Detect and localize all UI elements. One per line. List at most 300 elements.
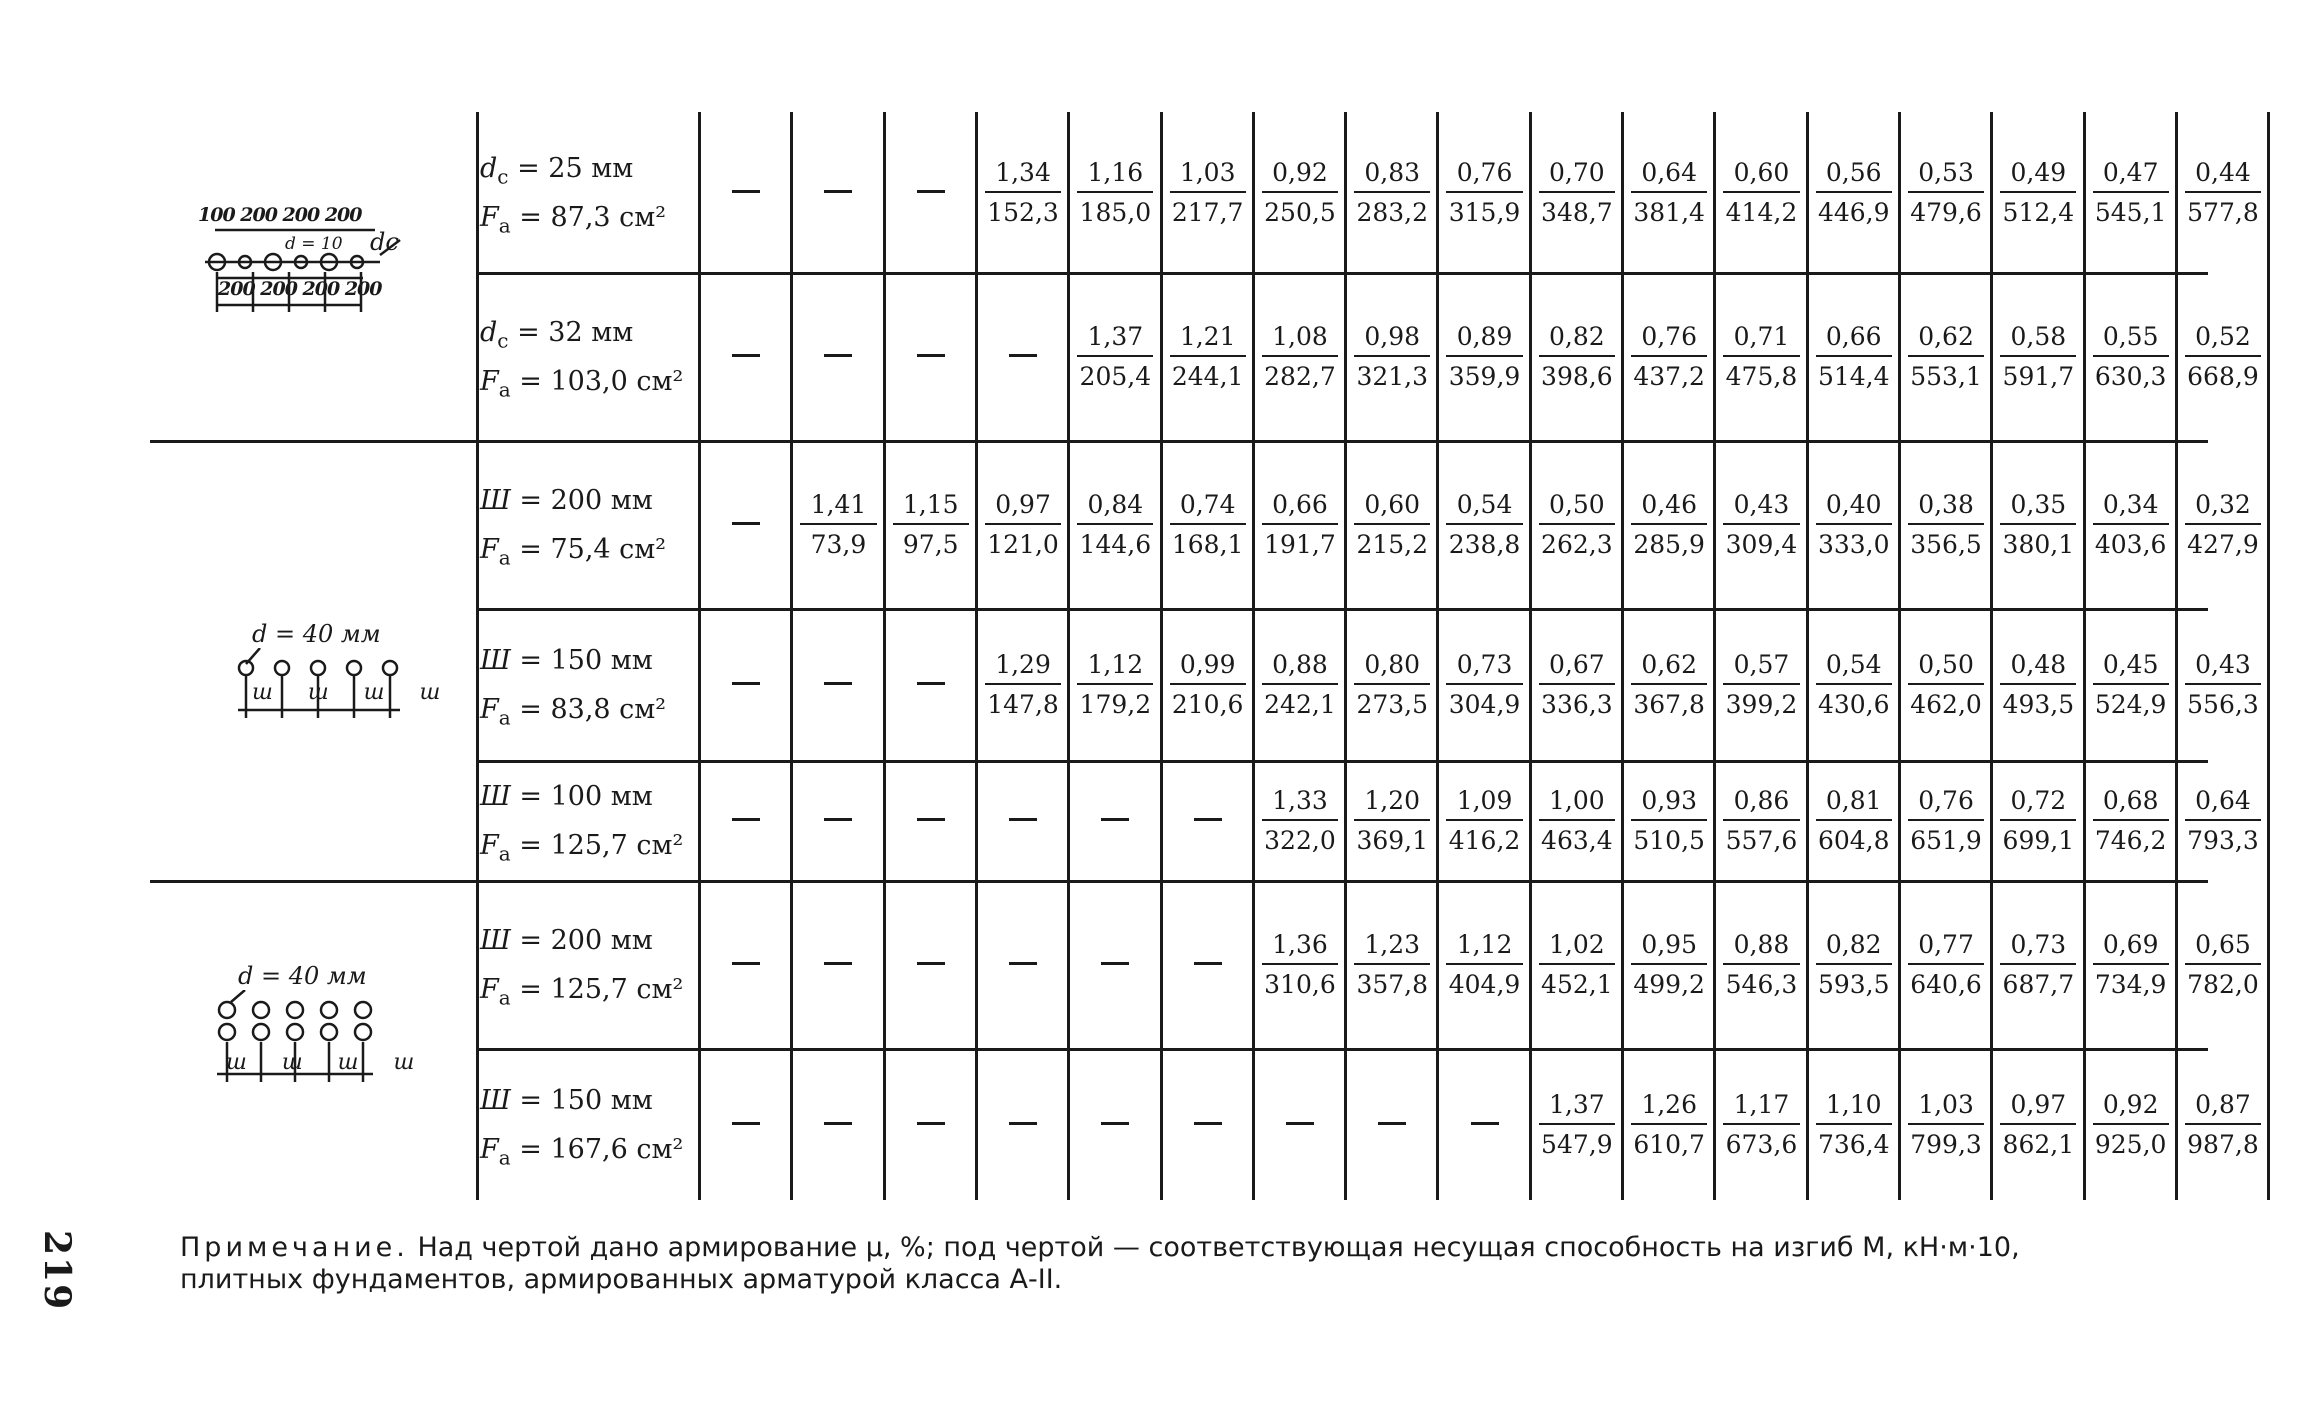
param-value: = 125,7 см²: [510, 974, 684, 1006]
reinforcement-value: 0,34: [2102, 490, 2159, 519]
param-value: = 103,0 см²: [510, 366, 684, 398]
reinforcement-value: 0,88: [1272, 650, 1328, 679]
row-parameters: [480, 148, 666, 247]
value-cell: [2177, 1088, 2269, 1162]
note-line-1: [180, 1232, 2020, 1264]
empty-cell-dash: [732, 962, 760, 965]
fraction-bar: [1723, 523, 1799, 525]
value-cell: [1438, 784, 1530, 858]
value-cell: [1069, 488, 1161, 562]
reinforcement-value: 1,03: [1179, 158, 1236, 187]
reinforcement-value: 0,32: [2195, 490, 2251, 519]
param-symbol: F: [480, 1134, 499, 1166]
capacity-value: 185,0: [1079, 198, 1152, 227]
value-cell: [1808, 1088, 1900, 1162]
reinforcement-value: 0,73: [2010, 930, 2067, 959]
value-cell: [2085, 320, 2177, 394]
capacity-value: 273,5: [1356, 690, 1429, 719]
value-cell: [1992, 784, 2084, 858]
fraction-bar: [1354, 191, 1430, 193]
value-cell: [1900, 648, 1992, 722]
capacity-value: 799,3: [1910, 1130, 1982, 1159]
param-spacing: [480, 640, 666, 689]
fraction-bar: [1723, 819, 1799, 821]
value-cell: [1808, 784, 1900, 858]
capacity-value: 416,2: [1448, 826, 1521, 855]
reinforcement-value: 0,88: [1733, 930, 1790, 959]
reinforcement-value: 0,71: [1733, 322, 1790, 351]
param-spacing: [480, 480, 666, 529]
value-cell: [1346, 784, 1438, 858]
capacity-value: 734,9: [2094, 970, 2167, 999]
value-cell: [1531, 784, 1623, 858]
value-cell: [1254, 488, 1346, 562]
reinforcement-value: 0,89: [1456, 322, 1513, 351]
empty-cell-dash: [1194, 1122, 1222, 1125]
reinforcement-value: 0,43: [2195, 650, 2251, 679]
value-cell: [1715, 320, 1807, 394]
fraction-bar: [985, 191, 1061, 193]
capacity-value: 437,2: [1633, 362, 1705, 391]
row-separator: [478, 608, 2208, 611]
value-cell: [1346, 648, 1438, 722]
param-area: [480, 197, 666, 246]
reinforcement-value: 0,49: [2010, 158, 2067, 187]
sketch2-spacing: ш ш ш ш: [252, 680, 455, 705]
note-text-1: Над чертой дано армирование μ, %; под чертой — соответствующая несущая способность на изгиб М, кН·м·10,: [408, 1232, 2020, 1263]
value-cell: [1992, 488, 2084, 562]
row-parameters: [480, 776, 683, 875]
fraction-bar: [2093, 1123, 2169, 1125]
reinforcement-value: 0,60: [1733, 158, 1790, 187]
fraction-bar: [1262, 355, 1338, 357]
capacity-value: 553,1: [1910, 362, 1982, 391]
row-separator: [478, 272, 2208, 275]
param-value: = 83,8 см²: [510, 694, 667, 726]
fraction-bar: [1170, 683, 1246, 685]
fraction-bar: [2093, 683, 2169, 685]
fraction-bar: [1077, 191, 1153, 193]
value-cell: [1715, 648, 1807, 722]
capacity-value: 217,7: [1171, 198, 1244, 227]
capacity-value: 215,2: [1356, 530, 1429, 559]
fraction-bar: [1908, 355, 1984, 357]
capacity-value: 244,1: [1171, 362, 1244, 391]
param-value: = 32 мм: [508, 317, 634, 348]
reinforcement-value: 0,52: [2195, 322, 2251, 351]
reinforcement-value: 1,03: [1918, 1090, 1974, 1119]
empty-cell-dash: [917, 818, 945, 821]
capacity-value: 179,2: [1079, 690, 1152, 719]
value-cell: [1992, 928, 2084, 1002]
param-spacing: [480, 1080, 683, 1129]
reinforcement-value: 0,97: [2010, 1090, 2067, 1119]
fraction-bar: [800, 523, 876, 525]
capacity-value: 610,7: [1633, 1130, 1705, 1159]
capacity-value: 262,3: [1541, 530, 1613, 559]
value-cell: [1531, 156, 1623, 230]
fraction-bar: [1446, 355, 1522, 357]
capacity-value: 398,6: [1541, 362, 1613, 391]
capacity-value: 380,1: [2002, 530, 2075, 559]
param-symbol: Ш: [480, 781, 511, 812]
capacity-value: 333,0: [1817, 530, 1890, 559]
fraction-bar: [1631, 683, 1707, 685]
capacity-value: 205,4: [1079, 362, 1152, 391]
value-cell: [1715, 156, 1807, 230]
capacity-value: 862,1: [2002, 1130, 2075, 1159]
reinforcement-value: 0,99: [1179, 650, 1236, 679]
fraction-bar: [1539, 683, 1615, 685]
fraction-bar: [1723, 191, 1799, 193]
page-number: 219: [36, 1230, 78, 1312]
capacity-value: 793,3: [2187, 826, 2259, 855]
reinforcement-value: 1,21: [1179, 322, 1236, 351]
fraction-bar: [985, 683, 1061, 685]
capacity-value: 147,8: [987, 690, 1059, 719]
value-cell: [1623, 648, 1715, 722]
empty-cell-dash: [732, 1122, 760, 1125]
fraction-bar: [2185, 355, 2261, 357]
sketch2-label: d = 40 мм: [252, 620, 381, 648]
empty-cell-dash: [824, 682, 852, 685]
reinforcement-value: 0,76: [1918, 786, 1974, 815]
param-value: = 75,4 см²: [510, 534, 667, 566]
param-area: [480, 825, 683, 874]
value-cell: [2085, 784, 2177, 858]
reinforcement-value: 0,64: [2195, 786, 2251, 815]
reinforcement-value: 0,66: [1272, 490, 1328, 519]
capacity-value: 512,4: [2002, 198, 2075, 227]
fraction-bar: [1539, 963, 1615, 965]
reinforcement-value: 1,16: [1087, 158, 1144, 187]
capacity-value: 493,5: [2002, 690, 2075, 719]
column-divider: [790, 112, 793, 1200]
reinforcement-value: 0,54: [1825, 650, 1882, 679]
reinforcement-value: 0,53: [1918, 158, 1974, 187]
param-symbol: Ш: [480, 925, 511, 956]
value-cell: [1808, 648, 1900, 722]
capacity-value: 651,9: [1910, 826, 1982, 855]
fraction-bar: [1539, 523, 1615, 525]
reinforcement-value: 1,37: [1087, 322, 1144, 351]
capacity-value: 479,6: [1910, 198, 1982, 227]
value-cell: [2177, 156, 2269, 230]
param-subscript: a: [498, 545, 511, 570]
reinforcement-value: 0,93: [1641, 786, 1697, 815]
fraction-bar: [1908, 191, 1984, 193]
capacity-value: 593,5: [1817, 970, 1890, 999]
empty-cell-dash: [824, 818, 852, 821]
value-cell: [2177, 320, 2269, 394]
reinforcement-value: 1,15: [902, 490, 959, 519]
reinforcement-value: 0,57: [1733, 650, 1790, 679]
reinforcement-value: 0,35: [2010, 490, 2067, 519]
empty-cell-dash: [824, 354, 852, 357]
reinforcement-value: 0,76: [1456, 158, 1513, 187]
reinforcement-value: 0,64: [1641, 158, 1697, 187]
value-cell: [1808, 320, 1900, 394]
capacity-value: 925,0: [2094, 1130, 2167, 1159]
value-cell: [1715, 1088, 1807, 1162]
reinforcement-value: 1,02: [1549, 930, 1605, 959]
value-cell: [2085, 928, 2177, 1002]
value-cell: [1346, 320, 1438, 394]
value-cell: [1808, 928, 1900, 1002]
capacity-value: 987,8: [2187, 1130, 2259, 1159]
value-cell: [885, 488, 977, 562]
value-cell: [1992, 1088, 2084, 1162]
fraction-bar: [1631, 191, 1707, 193]
value-cell: [1900, 928, 1992, 1002]
value-cell: [1162, 648, 1254, 722]
reinforcement-value: 1,17: [1733, 1090, 1790, 1119]
param-symbol: d: [480, 153, 498, 184]
value-cell: [2177, 784, 2269, 858]
reinforcement-value: 0,77: [1918, 930, 1974, 959]
reinforcement-value: 0,82: [1549, 322, 1605, 351]
value-cell: [1623, 1088, 1715, 1162]
value-cell: [1162, 488, 1254, 562]
param-value: = 167,6 см²: [510, 1134, 684, 1166]
capacity-value: 446,9: [1817, 198, 1890, 227]
value-cell: [1900, 784, 1992, 858]
fraction-bar: [1262, 191, 1338, 193]
fraction-bar: [1354, 683, 1430, 685]
param-value: = 150 мм: [510, 645, 653, 676]
capacity-value: 348,7: [1541, 198, 1613, 227]
reinforcement-value: 0,47: [2102, 158, 2159, 187]
capacity-value: 121,0: [987, 530, 1059, 559]
param-subscript: a: [498, 377, 511, 402]
capacity-value: 367,8: [1633, 690, 1705, 719]
capacity-value: 514,4: [1817, 362, 1890, 391]
capacity-value: 604,8: [1817, 826, 1890, 855]
fraction-bar: [1262, 963, 1338, 965]
reinforcement-value: 0,50: [1918, 650, 1974, 679]
param-subscript: c: [497, 328, 509, 353]
param-subscript: a: [498, 1145, 511, 1170]
value-cell: [1069, 156, 1161, 230]
reinforcement-value: 0,73: [1456, 650, 1513, 679]
fraction-bar: [2000, 819, 2076, 821]
fraction-bar: [1723, 963, 1799, 965]
sketch1-label: dc: [370, 228, 399, 256]
capacity-value: 242,1: [1264, 690, 1336, 719]
fraction-bar: [2093, 523, 2169, 525]
capacity-value: 630,3: [2094, 362, 2167, 391]
sketch1-dims-top: 100 200 200 200: [198, 204, 362, 226]
fraction-bar: [2093, 355, 2169, 357]
capacity-value: 191,7: [1264, 530, 1336, 559]
capacity-value: 356,5: [1910, 530, 1982, 559]
capacity-value: 547,9: [1541, 1130, 1613, 1159]
fraction-bar: [1908, 523, 1984, 525]
reinforcement-value: 0,43: [1733, 490, 1790, 519]
empty-cell-dash: [1009, 818, 1037, 821]
capacity-value: 369,1: [1356, 826, 1429, 855]
value-cell: [1254, 648, 1346, 722]
capacity-value: 699,1: [2002, 826, 2075, 855]
fraction-bar: [2093, 819, 2169, 821]
fraction-bar: [1631, 1123, 1707, 1125]
value-cell: [1623, 784, 1715, 858]
fraction-bar: [1539, 1123, 1615, 1125]
capacity-value: 168,1: [1171, 530, 1244, 559]
reinforcement-value: 1,10: [1825, 1090, 1882, 1119]
fraction-bar: [2000, 963, 2076, 965]
fraction-bar: [1908, 963, 1984, 965]
capacity-value: 673,6: [1725, 1130, 1798, 1159]
param-spacing: [480, 148, 666, 197]
param-value: = 200 мм: [510, 485, 653, 516]
value-cell: [1254, 784, 1346, 858]
capacity-value: 399,2: [1725, 690, 1798, 719]
reinforcement-value: 0,87: [2195, 1090, 2251, 1119]
param-symbol: F: [480, 694, 499, 726]
reinforcement-value: 0,97: [995, 490, 1051, 519]
value-cell: [1531, 928, 1623, 1002]
capacity-value: 73,9: [810, 530, 867, 559]
sketch3-spacing: ш ш ш ш: [226, 1050, 429, 1075]
row-separator: [478, 760, 2208, 763]
reinforcement-value: 0,92: [1272, 158, 1328, 187]
fraction-bar: [1816, 355, 1892, 357]
capacity-value: 309,4: [1725, 530, 1798, 559]
capacity-value: 577,8: [2187, 198, 2259, 227]
fraction-bar: [1539, 355, 1615, 357]
capacity-value: 475,8: [1725, 362, 1798, 391]
reinforcement-value: 1,34: [995, 158, 1051, 187]
value-cell: [1992, 648, 2084, 722]
param-value: = 25 мм: [508, 153, 634, 184]
empty-cell-dash: [824, 190, 852, 193]
fraction-bar: [1816, 1123, 1892, 1125]
reinforcement-value: 0,67: [1549, 650, 1605, 679]
empty-cell-dash: [917, 190, 945, 193]
value-cell: [1254, 156, 1346, 230]
value-cell: [1900, 156, 1992, 230]
capacity-value: 404,9: [1448, 970, 1521, 999]
value-cell: [2177, 928, 2269, 1002]
reinforcement-value: 1,33: [1272, 786, 1328, 815]
empty-cell-dash: [1101, 962, 1129, 965]
capacity-value: 546,3: [1725, 970, 1798, 999]
sketch1-mark: d = 10: [285, 234, 343, 254]
capacity-value: 310,6: [1264, 970, 1336, 999]
capacity-value: 687,7: [2002, 970, 2075, 999]
fraction-bar: [1354, 963, 1430, 965]
empty-cell-dash: [732, 818, 760, 821]
capacity-value: 144,6: [1079, 530, 1152, 559]
reinforcement-value: 0,83: [1364, 158, 1421, 187]
capacity-value: 545,1: [2094, 198, 2167, 227]
param-spacing: [480, 312, 683, 361]
param-subscript: a: [498, 705, 511, 730]
fraction-bar: [1170, 191, 1246, 193]
value-cell: [1623, 928, 1715, 1002]
param-symbol: F: [480, 202, 499, 234]
capacity-value: 499,2: [1633, 970, 1705, 999]
capacity-value: 430,6: [1817, 690, 1890, 719]
value-cell: [1438, 156, 1530, 230]
value-cell: [977, 648, 1069, 722]
note-lead: Примечание.: [180, 1232, 409, 1263]
capacity-value: 746,2: [2094, 826, 2167, 855]
empty-cell-dash: [917, 354, 945, 357]
fraction-bar: [1354, 523, 1430, 525]
fraction-bar: [985, 523, 1061, 525]
value-cell: [1531, 1088, 1623, 1162]
row-parameters: [480, 640, 666, 739]
param-symbol: F: [480, 974, 499, 1006]
fraction-bar: [2000, 523, 2076, 525]
reinforcement-value: 0,69: [2102, 930, 2159, 959]
value-cell: [1346, 928, 1438, 1002]
sketch3-label: d = 40 мм: [238, 962, 367, 990]
value-cell: [1900, 320, 1992, 394]
fraction-bar: [1631, 963, 1707, 965]
value-cell: [1438, 320, 1530, 394]
param-spacing: [480, 776, 683, 825]
capacity-value: 557,6: [1725, 826, 1798, 855]
capacity-value: 336,3: [1541, 690, 1613, 719]
value-cell: [2177, 648, 2269, 722]
reinforcement-value: 0,58: [2010, 322, 2067, 351]
capacity-value: 668,9: [2187, 362, 2259, 391]
reinforcement-value: 0,70: [1549, 158, 1605, 187]
reinforcement-value: 0,40: [1825, 490, 1882, 519]
reinforcement-value: 0,66: [1825, 322, 1882, 351]
fraction-bar: [1816, 963, 1892, 965]
param-subscript: c: [497, 164, 509, 189]
value-cell: [1808, 488, 1900, 562]
sketch1-dims-bottom: 200 200 200 200: [218, 278, 382, 300]
reinforcement-value: 0,44: [2195, 158, 2251, 187]
reinforcement-value: 0,38: [1918, 490, 1974, 519]
reinforcement-value: 0,80: [1364, 650, 1421, 679]
reinforcement-value: 0,55: [2102, 322, 2159, 351]
capacity-value: 238,8: [1448, 530, 1521, 559]
param-area: [480, 969, 683, 1018]
value-cell: [1254, 320, 1346, 394]
capacity-value: 414,2: [1725, 198, 1798, 227]
reinforcement-value: 1,26: [1641, 1090, 1697, 1119]
value-cell: [1715, 488, 1807, 562]
param-area: [480, 689, 666, 738]
fraction-bar: [1446, 523, 1522, 525]
fraction-bar: [1539, 819, 1615, 821]
value-cell: [1254, 928, 1346, 1002]
param-subscript: a: [498, 841, 511, 866]
empty-cell-dash: [1194, 818, 1222, 821]
reinforcement-value: 0,48: [2010, 650, 2067, 679]
reinforcement-value: 0,62: [1641, 650, 1697, 679]
value-cell: [1900, 1088, 1992, 1162]
fraction-bar: [1631, 819, 1707, 821]
reinforcement-value: 1,41: [810, 490, 867, 519]
param-symbol: Ш: [480, 1085, 511, 1116]
fraction-bar: [1077, 683, 1153, 685]
fraction-bar: [1816, 819, 1892, 821]
fraction-bar: [2185, 523, 2261, 525]
fraction-bar: [1908, 819, 1984, 821]
fraction-bar: [1723, 355, 1799, 357]
reinforcement-value: 1,09: [1456, 786, 1513, 815]
capacity-value: 322,0: [1264, 826, 1336, 855]
value-cell: [1438, 648, 1530, 722]
param-value: = 150 мм: [510, 1085, 653, 1116]
